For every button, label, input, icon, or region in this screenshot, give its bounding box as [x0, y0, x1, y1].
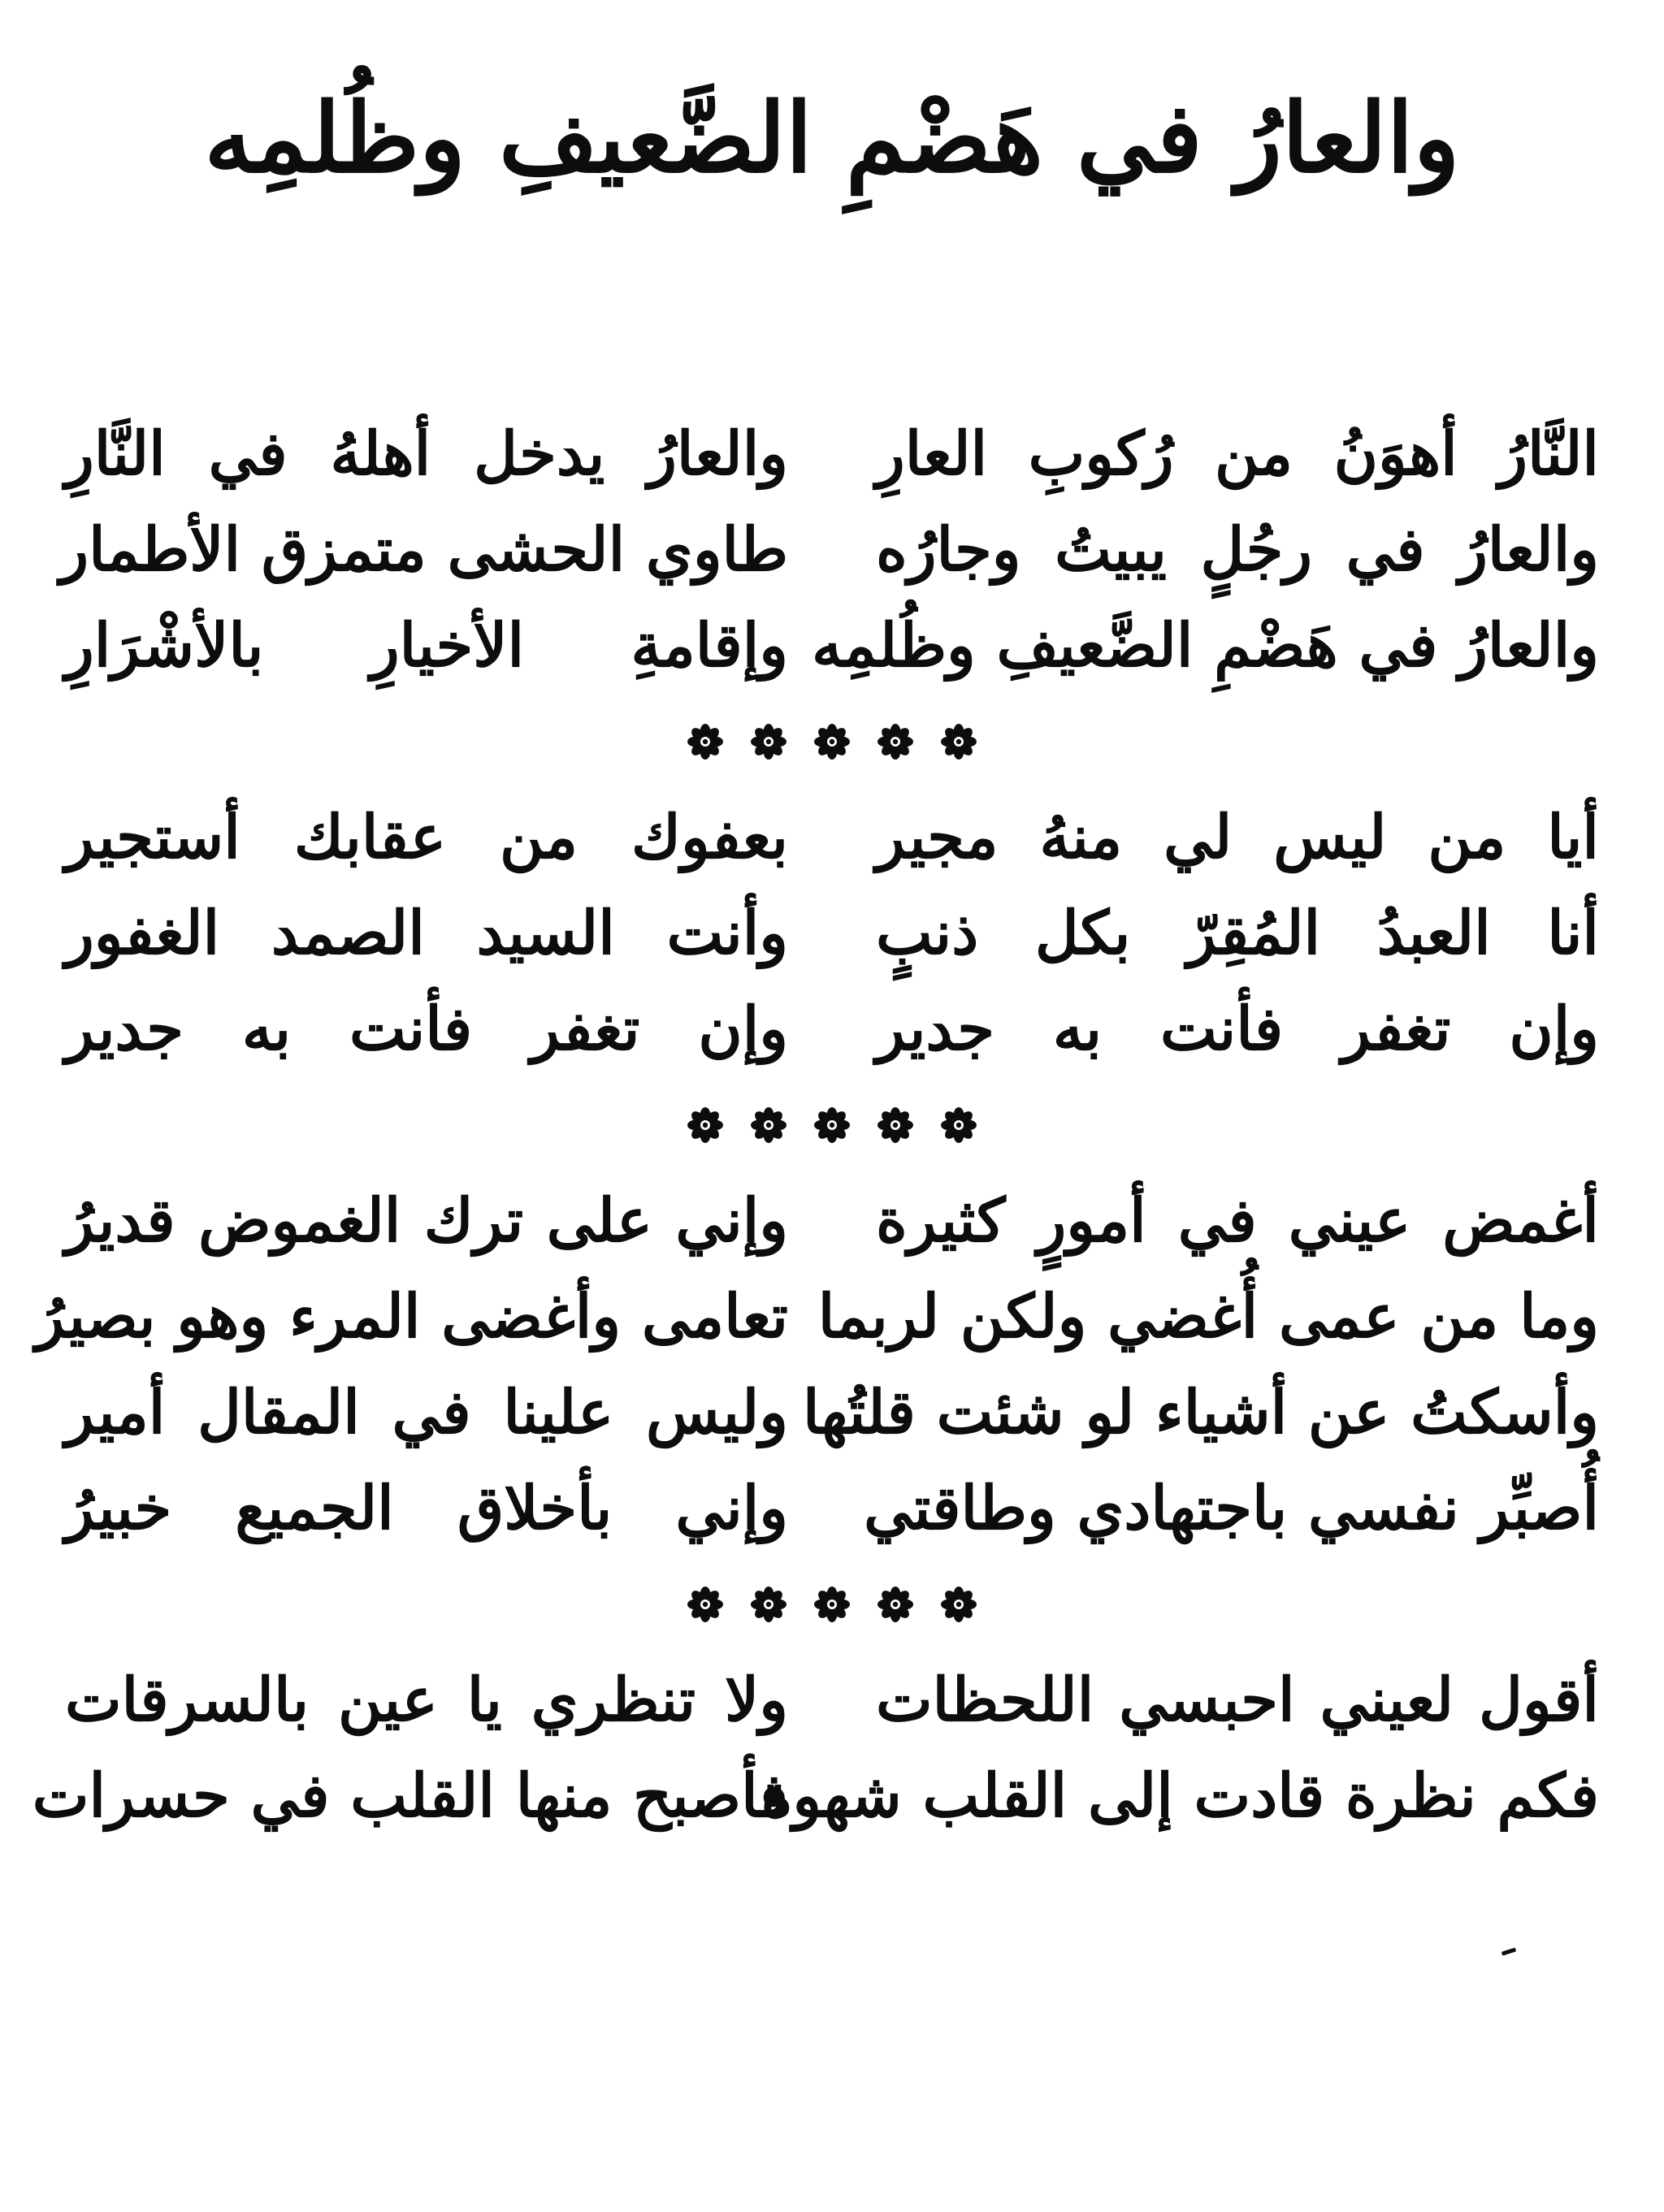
- flower-star-icon: [749, 1585, 788, 1624]
- flower-star-icon: [939, 722, 978, 761]
- verse-second-hemistich: طاوي الحشى متمزق الأطمار: [59, 515, 788, 585]
- verse-second-hemistich: والعارُ يدخل أهلهُ في النَّارِ: [65, 419, 788, 489]
- flower-star-icon: [686, 722, 725, 761]
- verse-second-hemistich: وإني على ترك الغموض قديرُ: [65, 1186, 788, 1256]
- verse-first-hemistich: أُصبِّر نفسي باجتهادي وطاقتي: [864, 1474, 1599, 1543]
- verse-second-hemistich: وأنت السيد الصمد الغفور: [65, 898, 788, 968]
- flower-star-icon: [812, 722, 852, 761]
- verse-line: [65, 598, 1599, 694]
- flower-star-icon: [812, 1106, 852, 1145]
- verse-line: [65, 1652, 1599, 1748]
- flower-star-icon: [686, 1106, 725, 1145]
- verse-first-hemistich: والعارُ في هَضْمِ الضَّعيفِ وظُلمِه: [812, 611, 1599, 681]
- flower-star-icon: [876, 722, 915, 761]
- poem-title: والعارُ في هَضْمِ الضَّعيفِ وظُلمِه: [204, 81, 1460, 194]
- stray-diacritic-mark: [1502, 1947, 1517, 1955]
- verse-line: [65, 981, 1599, 1077]
- verse-first-hemistich: أغمض عيني في أمورٍ كثيرة: [876, 1186, 1599, 1256]
- flower-star-icon: [686, 1585, 725, 1624]
- verse-line: [65, 1461, 1599, 1556]
- verse-second-hemistich: ولا تنظري يا عين بالسرقات: [65, 1665, 788, 1735]
- verse-line: [65, 1365, 1599, 1461]
- verse-line: [65, 790, 1599, 885]
- verse-first-hemistich: فكم نظرة قادت إلى القلب شهوة: [760, 1761, 1599, 1831]
- verse-line: [35, 1269, 1599, 1365]
- verse-line: [59, 502, 1599, 598]
- verse-second-hemistich: وإني بأخلاق الجميع خبيرُ: [65, 1474, 788, 1543]
- verse-line: [65, 885, 1599, 981]
- verse-line: [65, 1173, 1599, 1269]
- flower-star-icon: [939, 1106, 978, 1145]
- verse-first-hemistich: وما من عمى أُغضي ولكن لربما: [817, 1282, 1599, 1352]
- flower-star-icon: [812, 1585, 852, 1624]
- verse-second-hemistich: وإقامةِ الأخيارِ بالأشْرَارِ: [65, 611, 788, 681]
- verse-first-hemistich: وأسكتُ عن أشياء لو شئت قلتُها: [803, 1378, 1599, 1448]
- verse-first-hemistich: وإن تغفر فأنت به جدير: [876, 994, 1599, 1064]
- flower-star-icon: [876, 1585, 915, 1624]
- section-divider: [65, 1077, 1599, 1173]
- section-divider: [65, 1556, 1599, 1652]
- verse-second-hemistich: تعامى وأغضى المرء وهو بصيرُ: [35, 1282, 788, 1352]
- verse-first-hemistich: أيا من ليس لي منهُ مجير: [876, 803, 1599, 872]
- verse-second-hemistich: وإن تغفر فأنت به جدير: [65, 994, 788, 1064]
- poem-body: [32, 406, 1599, 1844]
- verse-second-hemistich: وليس علينا في المقال أمير: [65, 1378, 788, 1448]
- verse-second-hemistich: فأصبح منها القلب في حسرات: [32, 1761, 788, 1831]
- verse-line: [32, 1748, 1599, 1844]
- flower-star-icon: [939, 1585, 978, 1624]
- verse-first-hemistich: أقول لعيني احبسي اللحظات: [876, 1665, 1599, 1735]
- verse-second-hemistich: بعفوك من عقابك أستجير: [65, 803, 788, 872]
- flower-star-icon: [749, 722, 788, 761]
- flower-star-icon: [749, 1106, 788, 1145]
- verse-first-hemistich: أنا العبدُ المُقِرّ بكل ذنبٍ: [876, 898, 1599, 968]
- verse-first-hemistich: النَّارُ أهوَنُ من رُكوبِ العارِ: [876, 419, 1599, 489]
- section-divider: [65, 694, 1599, 790]
- verse-first-hemistich: والعارُ في رجُلٍ يبيتُ وجارُه: [876, 515, 1599, 585]
- verse-line: [65, 406, 1599, 502]
- flower-star-icon: [876, 1106, 915, 1145]
